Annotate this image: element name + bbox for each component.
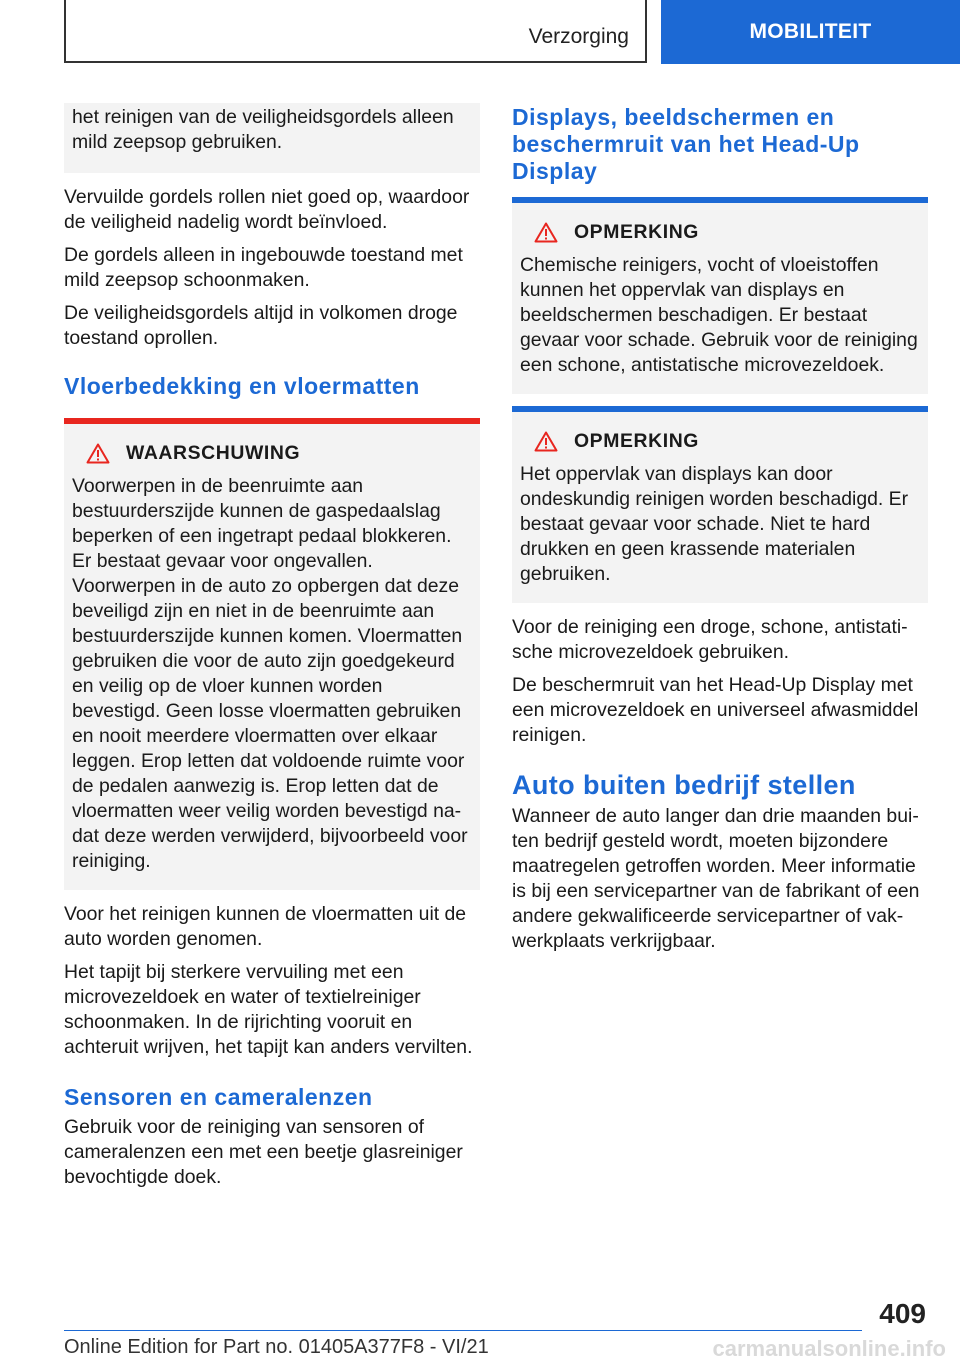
header-chapter-tab[interactable]: MOBILITEIT — [661, 0, 960, 64]
section-heading-sensors: Sensoren en cameralenzen — [64, 1084, 373, 1110]
paragraph: De veiligheidsgordels altijd in volkomen droge toestand oprollen. — [64, 302, 458, 349]
note-title-row — [520, 429, 920, 454]
warning-box — [64, 424, 480, 890]
section-heading-floor: Vloerbedekking en vloermatten — [64, 373, 420, 399]
note-title: OPMERKING — [574, 221, 699, 243]
note-box — [512, 412, 928, 603]
paragraph: Het tapijt bij sterkere vervuiling met een microvezeldoek en water of textielreiniger schoonmaken. In de rijrichting vooruit en achteruit wrijven, het tapijt kan anders vervilten. — [64, 961, 473, 1058]
right-column — [512, 104, 928, 962]
watermark: carmanualsonline.info — [712, 1336, 946, 1361]
note-text: Chemische reinigers, vocht of vloeistoffen kunnen het oppervlak van displays en beeldschermen beschadigen. Er bestaat gevaar voor schade. Gebruik voor de reiniging een schone, antistatische microvezeldoek. — [520, 254, 918, 376]
note-title: OPMERKING — [574, 430, 699, 452]
paragraph: Voor de reiniging een droge, schone, antistatische microvezeldoek gebruiken. — [512, 616, 908, 663]
left-column — [64, 103, 480, 1198]
warning-text: Voorwerpen in de beenruimte aan bestuurderszijde kunnen de gaspedaalslag beperken of een ingetrapt pedaal blokkeren. Er bestaat gevaar voor ongevallen. Voorwerpen in de auto zo opbergen dat deze beveiligd zijn en niet in de beenruimte aan bestuurderszijde kunnen komen. Vloermatten gebruiken die voor de auto zijn goedgekeurd en veilig op de vloer kunnen worden bevestigd. Geen losse vloermatten gebruiken en nooit meerdere vloermatten over elkaar leggen. Erop letten dat voldoende ruimte voor de pedalen aanwezig is. Erop letten dat de vloermatten weer veilig worden bevestigd nadat deze werden verwijderd, bijvoorbeeld voor reiniging. — [72, 475, 468, 872]
warning-triangle-icon — [534, 431, 558, 452]
note-box — [512, 203, 928, 394]
warning-triangle-icon — [86, 443, 110, 464]
paragraph: Wanneer de auto langer dan drie maanden buiten bedrijf gesteld wordt, moeten bijzondere maatregelen getroffen worden. Meer informatie is bij een servicepartner van de fabrikant of een andere gekwalificeerde servicepartner of vakwerkplaats verkrijgbaar. — [512, 805, 920, 952]
header-section-title: Verzorging — [528, 25, 629, 48]
intro-box — [64, 103, 480, 173]
paragraph: De beschermruit van het Head-Up Display met een microvezeldoek en universeel afwasmiddel reinigen. — [512, 674, 919, 746]
warning-triangle-icon — [534, 222, 558, 243]
warning-title: WAARSCHUWING — [126, 442, 301, 464]
paragraph: De gordels alleen in ingebouwde toestand met mild zeepsop schoonmaken. — [64, 244, 463, 291]
footer-edition: Online Edition for Part no. 01405A377F8 - VI/21 — [64, 1336, 489, 1358]
section-heading-displays: Displays, beeldschermen en beschermruit van het Head-Up Display — [512, 104, 860, 184]
note-title-row — [520, 220, 920, 245]
page-number: 409 — [879, 1298, 926, 1329]
section-heading-storage: Auto buiten bedrijf stellen — [512, 770, 856, 800]
warning-title-row — [72, 441, 472, 466]
paragraph: Gebruik voor de reiniging van sensoren of cameralenzen een met een beetje glasreiniger bevochtigde doek. — [64, 1116, 463, 1188]
header-section-box — [64, 0, 647, 63]
paragraph: Vervuilde gordels rollen niet goed op, waardoor de veiligheid nadelig wordt beïnvloed. — [64, 186, 470, 233]
paragraph: Voor het reinigen kunnen de vloermatten uit de auto worden genomen. — [64, 903, 467, 950]
intro-box-text: het reinigen van de veiligheidsgordels alleen mild zeepsop gebruiken. — [72, 106, 454, 153]
footer-rule — [64, 1330, 862, 1331]
note-text: Het oppervlak van displays kan door ondeskundig reinigen worden beschadigd. Er bestaat gevaar voor schade. Niet te hard drukken en geen krassende materialen gebruiken. — [520, 463, 909, 585]
